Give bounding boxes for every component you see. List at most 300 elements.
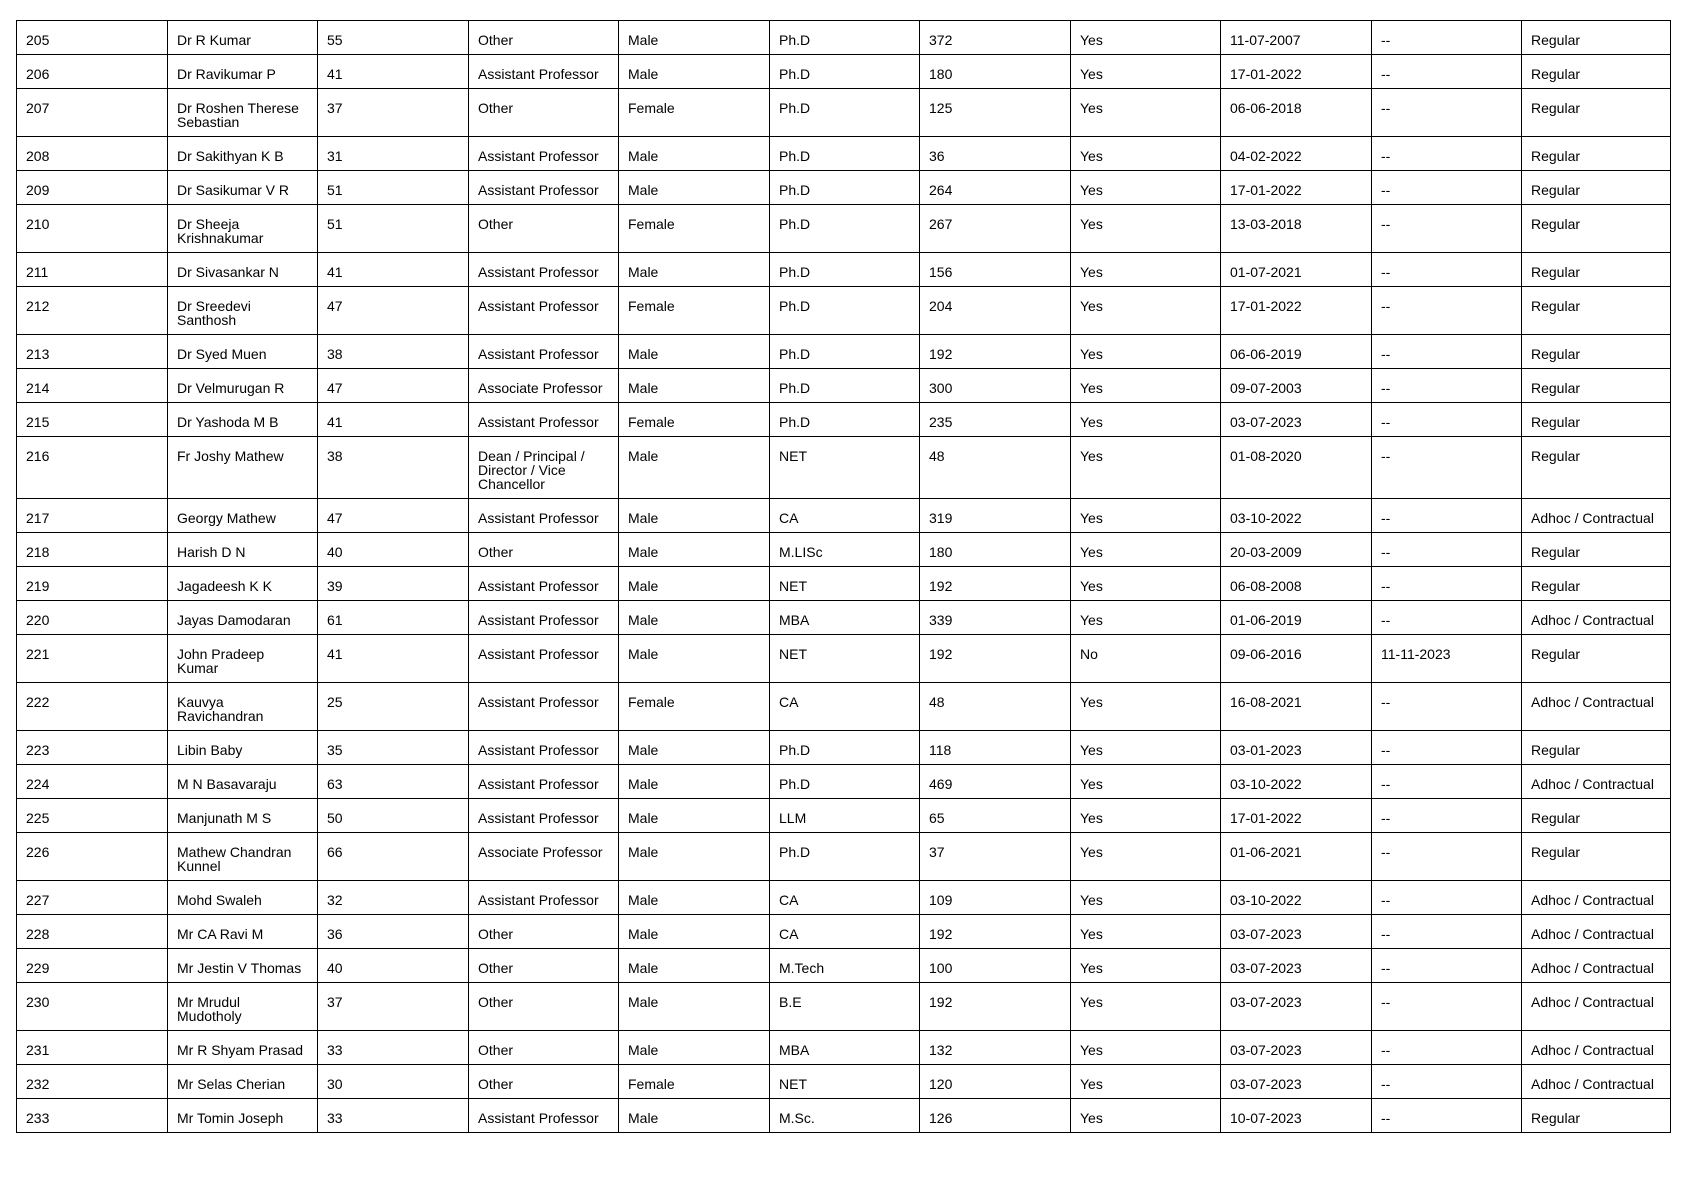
name-cell: Libin Baby (168, 731, 318, 765)
leaving-date-cell: 11-11-2023 (1372, 635, 1522, 683)
table-row (17, 635, 1671, 683)
serial-cell: 222 (17, 683, 168, 731)
designation-cell: Other (469, 949, 619, 983)
designation-cell: Associate Professor (469, 369, 619, 403)
joining-date-cell: 13-03-2018 (1221, 205, 1372, 253)
currently-working-cell: Yes (1071, 335, 1221, 369)
currently-working-cell: Yes (1071, 1099, 1221, 1133)
designation-cell: Assistant Professor (469, 55, 619, 89)
currently-working-cell: Yes (1071, 533, 1221, 567)
name-cell: Mr Tomin Joseph (168, 1099, 318, 1133)
qualification-cell: Ph.D (770, 369, 920, 403)
serial-cell: 233 (17, 1099, 168, 1133)
leaving-date-cell: -- (1372, 1065, 1522, 1099)
leaving-date-cell: -- (1372, 567, 1522, 601)
gender-cell: Male (619, 731, 770, 765)
name-cell: Jagadeesh K K (168, 567, 318, 601)
age-cell: 30 (318, 1065, 469, 1099)
designation-cell: Other (469, 533, 619, 567)
appointment-type-cell: Regular (1522, 253, 1671, 287)
gender-cell: Male (619, 567, 770, 601)
joining-date-cell: 17-01-2022 (1221, 287, 1372, 335)
serial-cell: 208 (17, 137, 168, 171)
table-row (17, 983, 1671, 1031)
qualification-cell: LLM (770, 799, 920, 833)
gender-cell: Male (619, 915, 770, 949)
designation-cell: Assistant Professor (469, 287, 619, 335)
designation-cell: Other (469, 983, 619, 1031)
leaving-date-cell: -- (1372, 89, 1522, 137)
experience-cell: 192 (920, 335, 1071, 369)
joining-date-cell: 16-08-2021 (1221, 683, 1372, 731)
age-cell: 40 (318, 533, 469, 567)
leaving-date-cell: -- (1372, 55, 1522, 89)
joining-date-cell: 11-07-2007 (1221, 21, 1372, 55)
currently-working-cell: Yes (1071, 1065, 1221, 1099)
appointment-type-cell: Regular (1522, 403, 1671, 437)
leaving-date-cell: -- (1372, 21, 1522, 55)
name-cell: Fr Joshy Mathew (168, 437, 318, 499)
name-cell: Dr Sakithyan K B (168, 137, 318, 171)
leaving-date-cell: -- (1372, 335, 1522, 369)
name-cell: M N Basavaraju (168, 765, 318, 799)
joining-date-cell: 03-07-2023 (1221, 915, 1372, 949)
gender-cell: Male (619, 983, 770, 1031)
appointment-type-cell: Regular (1522, 335, 1671, 369)
qualification-cell: M.Sc. (770, 1099, 920, 1133)
experience-cell: 267 (920, 205, 1071, 253)
leaving-date-cell: -- (1372, 171, 1522, 205)
experience-cell: 300 (920, 369, 1071, 403)
appointment-type-cell: Regular (1522, 567, 1671, 601)
name-cell: Dr Sreedevi Santhosh (168, 287, 318, 335)
gender-cell: Male (619, 881, 770, 915)
name-cell: Mohd Swaleh (168, 881, 318, 915)
designation-cell: Assistant Professor (469, 171, 619, 205)
experience-cell: 37 (920, 833, 1071, 881)
designation-cell: Assistant Professor (469, 335, 619, 369)
leaving-date-cell: -- (1372, 983, 1522, 1031)
experience-cell: 125 (920, 89, 1071, 137)
faculty-table-body (17, 21, 1671, 1133)
experience-cell: 339 (920, 601, 1071, 635)
currently-working-cell: Yes (1071, 765, 1221, 799)
currently-working-cell: Yes (1071, 89, 1221, 137)
table-row (17, 171, 1671, 205)
table-row (17, 403, 1671, 437)
table-row (17, 499, 1671, 533)
leaving-date-cell: -- (1372, 533, 1522, 567)
designation-cell: Assistant Professor (469, 403, 619, 437)
serial-cell: 205 (17, 21, 168, 55)
table-row (17, 683, 1671, 731)
experience-cell: 109 (920, 881, 1071, 915)
qualification-cell: Ph.D (770, 335, 920, 369)
designation-cell: Assistant Professor (469, 799, 619, 833)
appointment-type-cell: Adhoc / Contractual (1522, 1031, 1671, 1065)
joining-date-cell: 20-03-2009 (1221, 533, 1372, 567)
table-row (17, 1099, 1671, 1133)
gender-cell: Male (619, 533, 770, 567)
age-cell: 37 (318, 89, 469, 137)
serial-cell: 223 (17, 731, 168, 765)
serial-cell: 221 (17, 635, 168, 683)
currently-working-cell: Yes (1071, 21, 1221, 55)
serial-cell: 219 (17, 567, 168, 601)
appointment-type-cell: Adhoc / Contractual (1522, 499, 1671, 533)
serial-cell: 225 (17, 799, 168, 833)
age-cell: 41 (318, 403, 469, 437)
leaving-date-cell: -- (1372, 683, 1522, 731)
qualification-cell: Ph.D (770, 205, 920, 253)
qualification-cell: Ph.D (770, 287, 920, 335)
qualification-cell: NET (770, 437, 920, 499)
name-cell: Jayas Damodaran (168, 601, 318, 635)
name-cell: Kauvya Ravichandran (168, 683, 318, 731)
qualification-cell: NET (770, 635, 920, 683)
appointment-type-cell: Regular (1522, 533, 1671, 567)
serial-cell: 230 (17, 983, 168, 1031)
gender-cell: Male (619, 949, 770, 983)
joining-date-cell: 06-06-2019 (1221, 335, 1372, 369)
appointment-type-cell: Regular (1522, 369, 1671, 403)
joining-date-cell: 03-07-2023 (1221, 403, 1372, 437)
serial-cell: 215 (17, 403, 168, 437)
joining-date-cell: 09-06-2016 (1221, 635, 1372, 683)
name-cell: Dr Yashoda M B (168, 403, 318, 437)
faculty-table-page (16, 20, 1670, 1133)
currently-working-cell: Yes (1071, 287, 1221, 335)
qualification-cell: Ph.D (770, 765, 920, 799)
experience-cell: 48 (920, 437, 1071, 499)
experience-cell: 132 (920, 1031, 1071, 1065)
age-cell: 51 (318, 171, 469, 205)
joining-date-cell: 01-08-2020 (1221, 437, 1372, 499)
qualification-cell: Ph.D (770, 833, 920, 881)
serial-cell: 224 (17, 765, 168, 799)
designation-cell: Assistant Professor (469, 1099, 619, 1133)
name-cell: Mr Mrudul Mudotholy (168, 983, 318, 1031)
name-cell: Mr R Shyam Prasad (168, 1031, 318, 1065)
joining-date-cell: 03-07-2023 (1221, 949, 1372, 983)
serial-cell: 220 (17, 601, 168, 635)
gender-cell: Male (619, 1031, 770, 1065)
age-cell: 47 (318, 287, 469, 335)
qualification-cell: CA (770, 683, 920, 731)
appointment-type-cell: Adhoc / Contractual (1522, 881, 1671, 915)
experience-cell: 192 (920, 567, 1071, 601)
appointment-type-cell: Regular (1522, 799, 1671, 833)
joining-date-cell: 03-10-2022 (1221, 765, 1372, 799)
experience-cell: 48 (920, 683, 1071, 731)
designation-cell: Other (469, 21, 619, 55)
age-cell: 39 (318, 567, 469, 601)
gender-cell: Male (619, 499, 770, 533)
designation-cell: Associate Professor (469, 833, 619, 881)
qualification-cell: Ph.D (770, 171, 920, 205)
currently-working-cell: Yes (1071, 881, 1221, 915)
age-cell: 61 (318, 601, 469, 635)
appointment-type-cell: Adhoc / Contractual (1522, 1065, 1671, 1099)
currently-working-cell: Yes (1071, 437, 1221, 499)
appointment-type-cell: Regular (1522, 55, 1671, 89)
name-cell: Mr CA Ravi M (168, 915, 318, 949)
age-cell: 40 (318, 949, 469, 983)
gender-cell: Female (619, 205, 770, 253)
serial-cell: 209 (17, 171, 168, 205)
age-cell: 47 (318, 369, 469, 403)
serial-cell: 228 (17, 915, 168, 949)
name-cell: Manjunath M S (168, 799, 318, 833)
gender-cell: Male (619, 437, 770, 499)
table-row (17, 205, 1671, 253)
leaving-date-cell: -- (1372, 1099, 1522, 1133)
appointment-type-cell: Adhoc / Contractual (1522, 915, 1671, 949)
experience-cell: 65 (920, 799, 1071, 833)
designation-cell: Other (469, 89, 619, 137)
qualification-cell: CA (770, 881, 920, 915)
age-cell: 33 (318, 1031, 469, 1065)
table-row (17, 369, 1671, 403)
currently-working-cell: Yes (1071, 171, 1221, 205)
joining-date-cell: 17-01-2022 (1221, 171, 1372, 205)
experience-cell: 118 (920, 731, 1071, 765)
appointment-type-cell: Regular (1522, 89, 1671, 137)
serial-cell: 210 (17, 205, 168, 253)
serial-cell: 213 (17, 335, 168, 369)
leaving-date-cell: -- (1372, 253, 1522, 287)
gender-cell: Male (619, 765, 770, 799)
designation-cell: Assistant Professor (469, 635, 619, 683)
gender-cell: Male (619, 635, 770, 683)
experience-cell: 319 (920, 499, 1071, 533)
name-cell: Harish D N (168, 533, 318, 567)
leaving-date-cell: -- (1372, 765, 1522, 799)
designation-cell: Assistant Professor (469, 881, 619, 915)
gender-cell: Female (619, 683, 770, 731)
currently-working-cell: Yes (1071, 253, 1221, 287)
qualification-cell: MBA (770, 601, 920, 635)
qualification-cell: Ph.D (770, 55, 920, 89)
designation-cell: Assistant Professor (469, 499, 619, 533)
designation-cell: Other (469, 915, 619, 949)
designation-cell: Other (469, 205, 619, 253)
designation-cell: Assistant Professor (469, 601, 619, 635)
gender-cell: Female (619, 1065, 770, 1099)
appointment-type-cell: Regular (1522, 731, 1671, 765)
joining-date-cell: 17-01-2022 (1221, 55, 1372, 89)
age-cell: 35 (318, 731, 469, 765)
qualification-cell: NET (770, 567, 920, 601)
designation-cell: Other (469, 1065, 619, 1099)
serial-cell: 229 (17, 949, 168, 983)
gender-cell: Female (619, 89, 770, 137)
designation-cell: Assistant Professor (469, 683, 619, 731)
serial-cell: 211 (17, 253, 168, 287)
experience-cell: 192 (920, 915, 1071, 949)
leaving-date-cell: -- (1372, 799, 1522, 833)
currently-working-cell: Yes (1071, 601, 1221, 635)
qualification-cell: CA (770, 499, 920, 533)
leaving-date-cell: -- (1372, 833, 1522, 881)
table-row (17, 55, 1671, 89)
table-row (17, 437, 1671, 499)
currently-working-cell: Yes (1071, 799, 1221, 833)
table-row (17, 731, 1671, 765)
age-cell: 41 (318, 253, 469, 287)
currently-working-cell: Yes (1071, 369, 1221, 403)
qualification-cell: CA (770, 915, 920, 949)
appointment-type-cell: Adhoc / Contractual (1522, 983, 1671, 1031)
qualification-cell: Ph.D (770, 253, 920, 287)
age-cell: 37 (318, 983, 469, 1031)
gender-cell: Male (619, 1099, 770, 1133)
qualification-cell: Ph.D (770, 21, 920, 55)
joining-date-cell: 01-07-2021 (1221, 253, 1372, 287)
joining-date-cell: 17-01-2022 (1221, 799, 1372, 833)
age-cell: 51 (318, 205, 469, 253)
experience-cell: 235 (920, 403, 1071, 437)
currently-working-cell: Yes (1071, 567, 1221, 601)
appointment-type-cell: Adhoc / Contractual (1522, 765, 1671, 799)
gender-cell: Male (619, 335, 770, 369)
gender-cell: Male (619, 601, 770, 635)
experience-cell: 156 (920, 253, 1071, 287)
experience-cell: 180 (920, 55, 1071, 89)
table-row (17, 833, 1671, 881)
gender-cell: Male (619, 171, 770, 205)
currently-working-cell: Yes (1071, 55, 1221, 89)
table-row (17, 21, 1671, 55)
table-row (17, 253, 1671, 287)
age-cell: 36 (318, 915, 469, 949)
serial-cell: 212 (17, 287, 168, 335)
serial-cell: 226 (17, 833, 168, 881)
table-row (17, 601, 1671, 635)
leaving-date-cell: -- (1372, 369, 1522, 403)
age-cell: 47 (318, 499, 469, 533)
joining-date-cell: 03-07-2023 (1221, 1065, 1372, 1099)
leaving-date-cell: -- (1372, 915, 1522, 949)
name-cell: Dr Velmurugan R (168, 369, 318, 403)
age-cell: 38 (318, 437, 469, 499)
name-cell: Dr Ravikumar P (168, 55, 318, 89)
name-cell: Dr Sivasankar N (168, 253, 318, 287)
joining-date-cell: 03-01-2023 (1221, 731, 1372, 765)
serial-cell: 214 (17, 369, 168, 403)
gender-cell: Male (619, 369, 770, 403)
serial-cell: 207 (17, 89, 168, 137)
experience-cell: 372 (920, 21, 1071, 55)
serial-cell: 231 (17, 1031, 168, 1065)
designation-cell: Assistant Professor (469, 253, 619, 287)
gender-cell: Male (619, 21, 770, 55)
gender-cell: Male (619, 55, 770, 89)
joining-date-cell: 01-06-2019 (1221, 601, 1372, 635)
qualification-cell: Ph.D (770, 731, 920, 765)
age-cell: 38 (318, 335, 469, 369)
table-row (17, 915, 1671, 949)
name-cell: John Pradeep Kumar (168, 635, 318, 683)
table-row (17, 89, 1671, 137)
currently-working-cell: Yes (1071, 683, 1221, 731)
age-cell: 25 (318, 683, 469, 731)
age-cell: 41 (318, 55, 469, 89)
leaving-date-cell: -- (1372, 205, 1522, 253)
table-row (17, 1065, 1671, 1099)
gender-cell: Male (619, 137, 770, 171)
name-cell: Dr Syed Muen (168, 335, 318, 369)
appointment-type-cell: Regular (1522, 287, 1671, 335)
appointment-type-cell: Regular (1522, 205, 1671, 253)
serial-cell: 217 (17, 499, 168, 533)
table-row (17, 949, 1671, 983)
qualification-cell: B.E (770, 983, 920, 1031)
serial-cell: 218 (17, 533, 168, 567)
table-row (17, 335, 1671, 369)
age-cell: 32 (318, 881, 469, 915)
designation-cell: Assistant Professor (469, 567, 619, 601)
joining-date-cell: 01-06-2021 (1221, 833, 1372, 881)
designation-cell: Other (469, 1031, 619, 1065)
currently-working-cell: Yes (1071, 403, 1221, 437)
experience-cell: 204 (920, 287, 1071, 335)
leaving-date-cell: -- (1372, 1031, 1522, 1065)
experience-cell: 264 (920, 171, 1071, 205)
gender-cell: Female (619, 403, 770, 437)
age-cell: 31 (318, 137, 469, 171)
appointment-type-cell: Regular (1522, 1099, 1671, 1133)
qualification-cell: MBA (770, 1031, 920, 1065)
leaving-date-cell: -- (1372, 881, 1522, 915)
appointment-type-cell: Regular (1522, 137, 1671, 171)
currently-working-cell: No (1071, 635, 1221, 683)
appointment-type-cell: Adhoc / Contractual (1522, 683, 1671, 731)
experience-cell: 100 (920, 949, 1071, 983)
appointment-type-cell: Regular (1522, 833, 1671, 881)
gender-cell: Male (619, 799, 770, 833)
age-cell: 41 (318, 635, 469, 683)
gender-cell: Male (619, 253, 770, 287)
leaving-date-cell: -- (1372, 437, 1522, 499)
currently-working-cell: Yes (1071, 833, 1221, 881)
name-cell: Mr Selas Cherian (168, 1065, 318, 1099)
qualification-cell: NET (770, 1065, 920, 1099)
experience-cell: 36 (920, 137, 1071, 171)
serial-cell: 227 (17, 881, 168, 915)
leaving-date-cell: -- (1372, 499, 1522, 533)
joining-date-cell: 03-07-2023 (1221, 983, 1372, 1031)
qualification-cell: M.Tech (770, 949, 920, 983)
appointment-type-cell: Regular (1522, 437, 1671, 499)
gender-cell: Male (619, 833, 770, 881)
qualification-cell: Ph.D (770, 89, 920, 137)
table-row (17, 287, 1671, 335)
age-cell: 50 (318, 799, 469, 833)
joining-date-cell: 06-06-2018 (1221, 89, 1372, 137)
experience-cell: 192 (920, 635, 1071, 683)
appointment-type-cell: Regular (1522, 635, 1671, 683)
joining-date-cell: 09-07-2003 (1221, 369, 1372, 403)
joining-date-cell: 04-02-2022 (1221, 137, 1372, 171)
table-row (17, 533, 1671, 567)
currently-working-cell: Yes (1071, 915, 1221, 949)
experience-cell: 469 (920, 765, 1071, 799)
serial-cell: 216 (17, 437, 168, 499)
table-row (17, 1031, 1671, 1065)
joining-date-cell: 03-07-2023 (1221, 1031, 1372, 1065)
leaving-date-cell: -- (1372, 949, 1522, 983)
